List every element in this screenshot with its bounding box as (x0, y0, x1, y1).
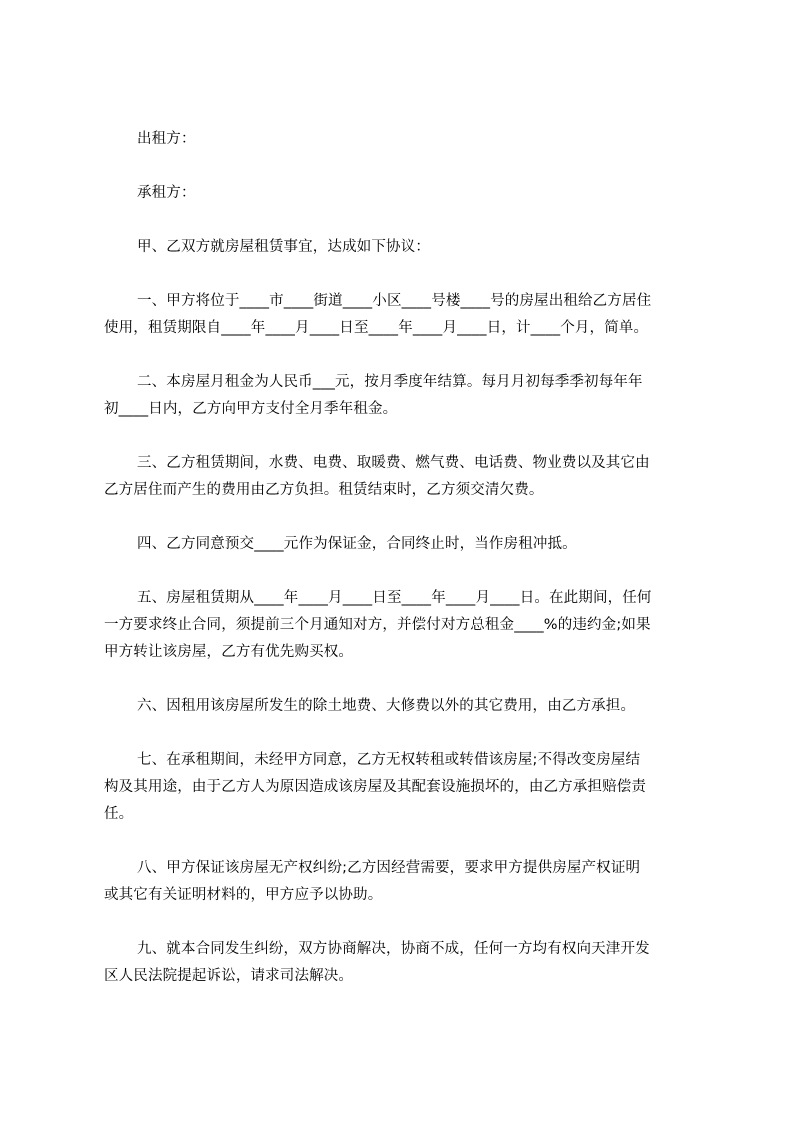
clause-3-line-2: 乙方居住而产生的费用由乙方负担。租赁结束时，乙方须交清欠费。 (104, 482, 544, 498)
clause-6: 六、因租用该房屋所发生的除土地费、大修费以外的其它费用，由乙方承担。 (137, 698, 636, 714)
clause-7-line-1: 七、在承租期间，未经甲方同意，乙方无权转租或转借该房屋;不得改变房屋结 (137, 752, 641, 768)
clause-7-line-2: 构及其用途，由于乙方人为原因造成该房屋及其配套设施损坏的，由乙方承担赔偿责 (104, 779, 647, 795)
clause-8-line-2: 或其它有关证明材料的，甲方应予以协助。 (104, 887, 383, 903)
clause-5-line-1: 五、房屋租赁期从____年____月____日至____年____月____日。在此期间，任何 (137, 590, 652, 606)
clause-9-line-1: 九、就本合同发生纠纷，双方协商解决，协商不成，任何一方均有权向天津开发 (137, 941, 650, 957)
clause-1-line-1: 一、甲方将位于____市____街道____小区____号楼____号的房屋出租给乙方居住 (137, 293, 652, 309)
agreement-intro: 甲、乙双方就房屋租赁事宜，达成如下协议： (137, 239, 430, 255)
clause-7-line-3: 任。 (104, 806, 134, 822)
clause-2-line-1: 二、本房屋月租金为人民币___元，按月季度年结算。每月月初每季季初每年年 (137, 374, 643, 390)
clause-8-line-1: 八、甲方保证该房屋无产权纠纷;乙方因经营需要，要求甲方提供房屋产权证明 (137, 860, 641, 876)
lessee-label: 承租方： (137, 185, 196, 201)
clause-2-line-2: 初____日内，乙方向甲方支付全月季年租金。 (104, 401, 398, 417)
clause-9-line-2: 区人民法院提起诉讼，请求司法解决。 (104, 968, 354, 984)
clause-4: 四、乙方同意预交____元作为保证金，合同终止时，当作房租冲抵。 (137, 536, 577, 552)
clause-3-line-1: 三、乙方租赁期间，水费、电费、取暖费、燃气费、电话费、物业费以及其它由 (137, 455, 650, 471)
lessor-label: 出租方： (137, 131, 196, 147)
clause-5-line-3: 甲方转让该房屋，乙方有优先购买权。 (104, 644, 354, 660)
clause-1-line-2: 使用，租赁期限自____年____月____日至____年____月____日，计____个月，简单。 (104, 320, 649, 336)
clause-5-line-2: 一方要求终止合同，须提前三个月通知对方，并偿付对方总租金____%的违约金;如果 (104, 617, 651, 633)
